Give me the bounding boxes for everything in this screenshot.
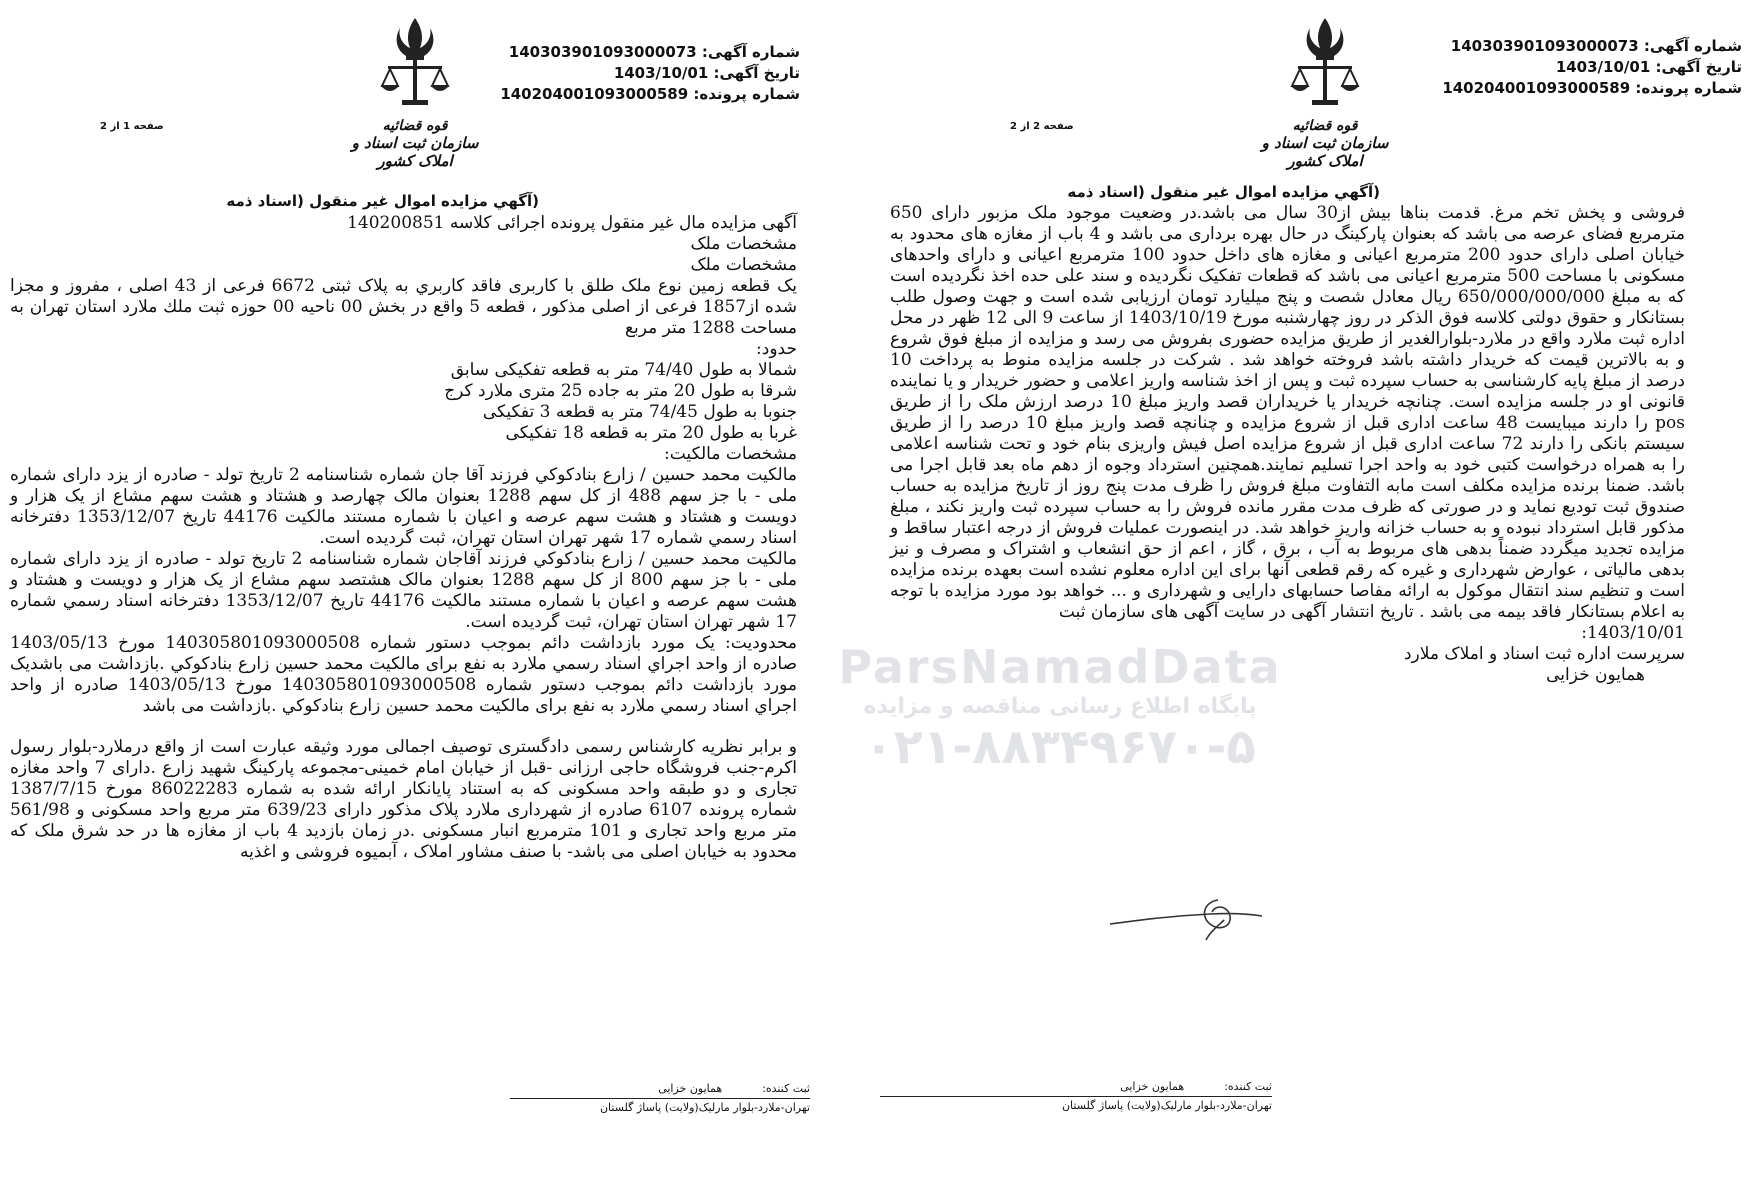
watermark-phone: ۰۲۱-۸۸۳۴۹۶۷۰-۵ <box>864 719 1256 775</box>
page-footer <box>510 1082 810 1114</box>
property-heading: مشخصات ملک <box>690 255 797 275</box>
notice-date: تاریخ آگهی: 1403/10/01 <box>1555 58 1742 76</box>
page-number: صفحه 1 از 2 <box>100 121 164 132</box>
scales-of-justice-icon <box>380 14 450 114</box>
organization-name <box>1250 118 1400 170</box>
notice-title: (آگهي مزايده اموال غير منقول (اسناد ذمه <box>226 192 539 210</box>
case-number: شماره پرونده: 140204001093000589 <box>500 85 800 103</box>
registrar-name: همایون خزایی <box>658 1082 723 1095</box>
footer-address: تهران-ملارد-بلوار مارلیک(ولایت) پاساژ گلستان <box>880 1096 1272 1112</box>
auction-terms-paragraph: فروشی و پخش تخم مرغ. قدمت بناها بیش از30 سال می باشد.در وضعیت موجود ملک مزبور دارای 650 مترمربع فضای عرصه می باشد که بعنوان پارکینگ در حال بهره برداری می باشد و 4 باب از مغازه های محدود به خیابان اصلی دارای حدود 200 مترمربع اعیانی و مغازه های داخل حدود 100 مترمربع اعیانی و دارای واحدهای مسکونی با مساحت 500 مترمربع اعیانی می باشد که قطعات تفکیک نگردیده و سند علی حده اخذ نگردیده است که به مبلغ 650/000/000/000 ریال معادل شصت و پنج میلیارد تومان ارزیابی شده است و جهت وصول طلب بستانکار و حقوق دولتی کلاسه فوق الذکر در روز چهارشنبه مورخ 1403/10/19 از ساعت 9 الی 12 ظهر در محل اداره ثبت ملارد واقع در ملارد-بلوارالغدیر از طریق مزایده حضوری بفروش می رسد و مزایده از مبلغ فوق شروع و به بالاترین قیمت که خریدار داشته باشد فروخته خواهد شد . شرکت در جلسه مزایده منوط به پرداخت 10 درصد از مبلغ پایه کارشناسی به حساب سپرده ثبت و پس از اخذ شناسه واریز اعلامی و حضور خریدار و یا نماینده قانونی او در جلسه مزایده است. چنانچه خریدار یا خریداران قصد واریز مبلغ 10 درصد ارزش ملک را از طریق pos را دارند میبایست 48 ساعت اداری قبل از شروع مزایده و چنانچه قصد واریز مبلغ 10 درصد را از طریق سیستم بانکی را دارند 72 ساعت اداری قبل از شروع مزایده اصل فیش واریزی بنام خود و تحت شناسه اعلامی را به همراه درخواست کتبی خود به واحد اجرا تسلیم نمایند.همچنین استرداد وجوه از دهم ماه بعد قابل اجرا می باشد. ضمنا برنده مزایده مکلف است مابه التفاوت مبلغ فروش را ظرف مدت پنج روز از تاریخ مزایده به حساب صندوق ثبت تودیع نماید و در صورتی که ظرف مدت مقرر مانده فروش را به حساب سپرده ثبت واریز نکند ، مبلغ مذکور قابل استرداد نبوده و به حساب خزانه واریز خواهد شد. در اینصورت عملیات فروش از درجه اعتبار ساقط و مزایده تجدید میگردد ضمناً بدهی های مربوط به آب ، برق ، گاز ، اعم از حق انشعاب و اشتراک و مصرف و نیز بدهی مالیاتی ، عوارض شهرداری و غیره که رقم قطعی آنها برای این اداره معلوم نشده است بعهده برنده مزایده است و تنظیم سند انتقال موکول به ارائه مفاصا حسابهای دارایی و شهرداری و ... خواهد بود مورد مزایده با توجه به اعلام بستانکار فاقد بیمه می باشد . تاریخ انتشار آگهی در سایت آگهی های سازمان ثبت <box>890 203 1686 622</box>
page-number: صفحه 2 از 2 <box>1010 121 1074 132</box>
boundaries-heading: حدود: <box>756 339 797 359</box>
signatory-title: سرپرست اداره ثبت اسناد و املاک ملارد <box>1403 644 1685 664</box>
scales-of-justice-icon <box>1290 14 1360 114</box>
boundary-north: شمالا به طول 74/40 متر به قطعه تفکیکی سابق <box>450 360 797 380</box>
notice-title: (آگهي مزايده اموال غير منقول (اسناد ذمه <box>1067 183 1380 201</box>
boundary-east: شرقا به طول 20 متر به جاده 25 متری ملارد کرج <box>444 381 797 401</box>
signatory-name: همایون خزایی <box>1546 665 1645 685</box>
notice-body <box>10 213 797 863</box>
handwritten-signature <box>1100 880 1270 964</box>
organization-name <box>340 118 490 170</box>
page-footer <box>932 1080 1272 1112</box>
notice-meta <box>1442 36 1742 99</box>
notice-number: شماره آگهی: 140303901093000073 <box>1450 37 1742 55</box>
watermark-tagline: پایگاه اطلاع رسانی مناقصه و مزایده <box>863 694 1257 719</box>
org-line-1: قوه قضائیه <box>1292 118 1358 134</box>
ownership-record: مالکیت محمد حسین / زارع بنادكوكي فرزند آقاجان شماره شناسنامه 2 تاریخ تولد - صادره از یزد دارای شماره ملی - با جز سهم 800 از کل سهم 1288 بعنوان مالک هشتصد سهم مشاع از یک هزار و دویست و هشتاد و هشت سهم عرصه و اعیان با شماره مستند مالکیت 44176 تاریخ 1353/12/07 دفترخانه اسناد رسمي شماره 17 شهر تهران استان تهران، ثبت گردیده است. <box>10 549 798 632</box>
registrar-name: همایون خزایی <box>1120 1080 1185 1093</box>
registrar-label: ثبت کننده: <box>762 1082 810 1095</box>
org-line-1: قوه قضائیه <box>382 118 448 134</box>
case-number: شماره پرونده: 140204001093000589 <box>1442 79 1742 97</box>
restriction-paragraph: محدودیت: یک مورد بازداشت دائم بموجب دستور شماره 140305801093000508 مورخ 1403/05/13 صادره از واحد اجراي اسناد رسمي ملارد به نفع برای مالکیت محمد حسین زارع بنادكوكي .بازداشت می باشدیک مورد بازداشت دائم بموجب دستور شماره 140305801093000508 مورخ 1403/05/13 صادره از واحد اجراي اسناد رسمي ملارد به نفع برای مالکیت محمد حسین زارع بنادكوكي .بازداشت می باشد <box>10 633 798 716</box>
property-description: یک قطعه زمین نوع ملک طلق با کاربری فاقد کاربري به پلاک ثبتی 6672 فرعی از 43 اصلی ، مفروز و مجزا شده از1857 فرعی از اصلی مذکور ، قطعه 5 واقع در بخش 00 ناحیه 00 حوزه ثبت ملك ملارد استان تهران به مساحت 1288 متر مربع <box>10 276 798 338</box>
expert-opinion-paragraph: و برابر نظریه کارشناس رسمی دادگستری توصیف اجمالی مورد وثیقه عبارت است از واقع درملارد-بلوار رسول اکرم-جنب فروشگاه حاجی ارزانی -قبل از خیابان امام خمینی-مجموعه پارکینگ شهید زارع .دارای 7 واحد مغازه تجاری و دو طبقه واحد مسکونی که به استناد پایانکار ارائه شده به شماره 86022283 مورخ 1387/7/15 شماره پرونده 6107 صادره از شهرداری ملارد پلاک مذکور دارای 639/23 متر مربع واحد مسکونی و 561/98 متر مربع واحد تجاری و 101 مترمربع انبار مسکونی .در زمان بازدید 4 باب از مغازه ها در حد شرق ملک که محدود به خیابان اصلی می باشد- با صنف مشاور املاک ، آبمیوه فروشی و اغذیه <box>10 737 798 862</box>
ownership-heading: مشخصات مالکیت: <box>664 444 797 464</box>
notice-date: تاریخ آگهی: 1403/10/01 <box>613 64 800 82</box>
boundary-south: جنوبا به طول 74/45 متر به قطعه 3 تفکیکی <box>482 402 797 422</box>
notice-meta <box>500 42 800 105</box>
notice-page-2 <box>880 0 1760 1202</box>
notice-body <box>890 203 1685 686</box>
footer-address: تهران-ملارد-بلوار مارلیک(ولایت) پاساژ گلستان <box>510 1098 810 1114</box>
boundary-west: غربا به طول 20 متر به قطعه 18 تفکیکی <box>505 423 797 443</box>
property-heading: مشخصات ملک <box>690 234 797 254</box>
notice-number: شماره آگهی: 140303901093000073 <box>508 43 800 61</box>
watermark-brand: ParsNamadData <box>838 640 1282 694</box>
ownership-record: مالکیت محمد حسین / زارع بنادكوكي فرزند آقا جان شماره شناسنامه 2 تاریخ تولد - صادره از یزد دارای شماره ملی - با جز سهم 488 از کل سهم 1288 بعنوان مالک چهارصد و هشتاد و هشت سهم مشاع از یک هزار و دویست و هشتاد و هشت سهم عرصه و اعیان با شماره مستند مالکیت 44176 تاریخ 1353/12/07 دفترخانه اسناد رسمي شماره 17 شهر تهران استان تهران، ثبت گردیده است. <box>10 465 797 548</box>
case-class-line: آگهی مزایده مال غیر منقول پرونده اجرائی کلاسه 140200851 <box>347 213 797 233</box>
org-line-2: سازمان ثبت اسناد و املاک کشور <box>1261 134 1389 170</box>
org-line-2: سازمان ثبت اسناد و املاک کشور <box>351 134 479 170</box>
registrar-label: ثبت کننده: <box>1224 1080 1272 1093</box>
publication-date: 1403/10/01: <box>1581 623 1685 643</box>
